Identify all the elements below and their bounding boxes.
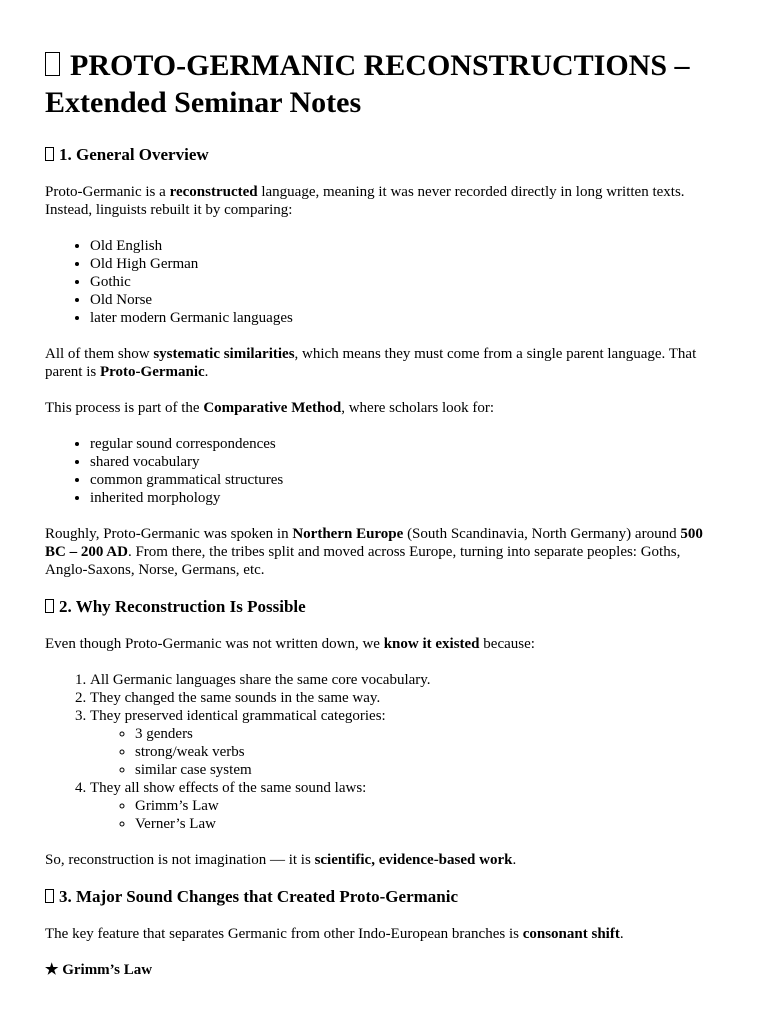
paragraph: The key feature that separates Germanic from other Indo-European branches is consonant shift.	[45, 926, 624, 942]
missing-glyph-icon	[45, 52, 60, 76]
list-item: 3. They preserved identical grammatical categories: ◦ 3 genders ◦ strong/weak verbs ◦ similar case system	[90, 707, 724, 779]
sub-list-item: ◦ 3 genders	[135, 725, 724, 743]
paragraph: Roughly, Proto-Germanic was spoken in Northern Europe (South Scandinavia, North Germany) around 500 BC – 200 AD. From there, the tribes split and moved across Europe, turning into separate peoples: Goths, Anglo-Saxons, Norse, Germans, etc.	[45, 526, 703, 578]
list-item: • Old Norse	[90, 291, 724, 309]
list-item: • Old English	[90, 237, 724, 255]
section-heading-sound-changes: 3. Major Sound Changes that Created Proto-Germanic	[45, 887, 724, 907]
sub-list	[90, 797, 724, 833]
list-item: • Old High German	[90, 255, 724, 273]
subheading-grimms-law: ★ Grimm’s Law	[45, 962, 153, 978]
list-item: • Gothic	[90, 273, 724, 291]
sub-list	[90, 725, 724, 779]
page-title: PROTO-GERMANIC RECONSTRUCTIONS – Extended Seminar Notes	[45, 49, 690, 119]
list-item: • regular sound correspondences	[90, 435, 724, 453]
paragraph: All of them show systematic similarities, which means they must come from a single parent language. That parent is Proto-Germanic.	[45, 346, 697, 380]
list-item: • common grammatical structures	[90, 471, 724, 489]
missing-glyph-icon	[45, 147, 54, 161]
list-item: 2. They changed the same sounds in the same way.	[90, 689, 724, 707]
paragraph: Proto-Germanic is a reconstructed language, meaning it was never recorded directly in long written texts. Instead, linguists rebuilt it by comparing:	[45, 184, 685, 218]
missing-glyph-icon	[45, 599, 54, 613]
sub-list-item: ◦ strong/weak verbs	[135, 743, 724, 761]
list-item: 4. They all show effects of the same sound laws: ◦ Grimm’s Law ◦ Verner’s Law	[90, 779, 724, 833]
language-list	[45, 237, 724, 327]
paragraph: This process is part of the Comparative Method, where scholars look for:	[45, 400, 495, 416]
list-item: • later modern Germanic languages	[90, 309, 724, 327]
sub-list-item: ◦ Grimm’s Law	[135, 797, 724, 815]
section-heading-general-overview: 1. General Overview	[45, 145, 724, 165]
paragraph: Even though Proto-Germanic was not written down, we know it existed because:	[45, 636, 535, 652]
criteria-list	[45, 435, 724, 507]
paragraph: So, reconstruction is not imagination — it is scientific, evidence-based work.	[45, 852, 517, 868]
reasons-list	[45, 671, 724, 833]
list-item: 1. All Germanic languages share the same core vocabulary.	[90, 671, 724, 689]
list-item: • inherited morphology	[90, 489, 724, 507]
sub-list-item: ◦ Verner’s Law	[135, 815, 724, 833]
missing-glyph-icon	[45, 889, 54, 903]
sub-list-item: ◦ similar case system	[135, 761, 724, 779]
list-item: • shared vocabulary	[90, 453, 724, 471]
section-heading-why-reconstruction: 2. Why Reconstruction Is Possible	[45, 597, 724, 617]
